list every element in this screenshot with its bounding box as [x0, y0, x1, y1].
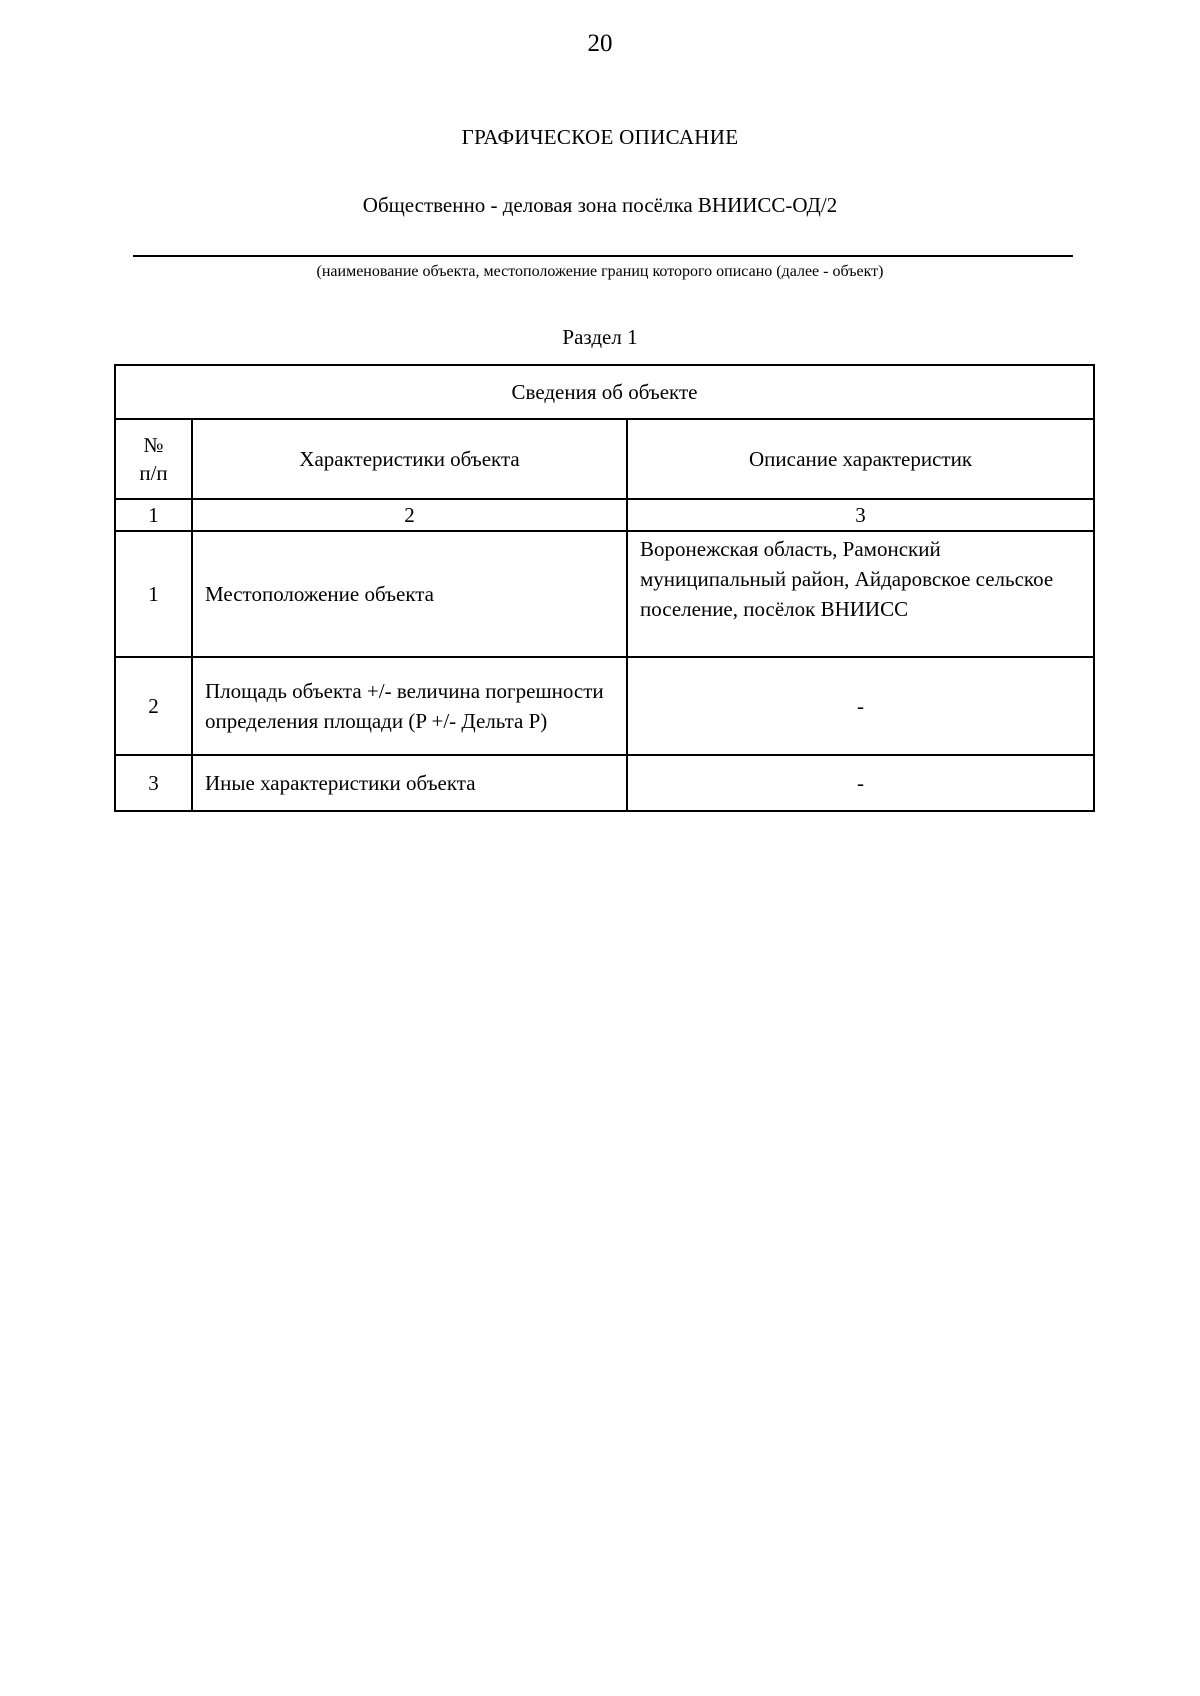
table-row [115, 531, 1094, 657]
table-caption: Сведения об объекте [115, 365, 1094, 419]
row-description: - [627, 755, 1094, 811]
page-number: 20 [587, 30, 613, 57]
object-info-table [114, 364, 1095, 812]
object-name-caption: (наименование объекта, местоположение границ которого описано (далее - объект) [316, 263, 884, 280]
row-number: 3 [115, 755, 192, 811]
row-characteristic: Иные характеристики объекта [192, 755, 627, 811]
header-characteristics: Характеристики объекта [192, 419, 627, 499]
section-title: Раздел 1 [562, 325, 638, 349]
table-row [115, 755, 1094, 811]
row-description: Воронежская область, Рамонский муниципальный район, Айдаровское сельское поселение, посёлок ВНИИСС [627, 531, 1094, 657]
row-characteristic: Местоположение объекта [192, 531, 627, 657]
column-index: 1 [115, 499, 192, 531]
column-index: 2 [192, 499, 627, 531]
table-caption-row [115, 365, 1094, 419]
header-number-abbr: п/п [139, 461, 168, 485]
column-index: 3 [627, 499, 1094, 531]
document-title: ГРАФИЧЕСКОЕ ОПИСАНИЕ [461, 125, 739, 149]
row-number: 2 [115, 657, 192, 755]
table-row [115, 657, 1094, 755]
header-description: Описание характеристик [627, 419, 1094, 499]
object-name-underline [133, 255, 1073, 257]
table-header-row [115, 419, 1094, 499]
row-number: 1 [115, 531, 192, 657]
row-characteristic: Площадь объекта +/- величина погрешности определения площади (P +/- Дельта P) [192, 657, 627, 755]
row-description: - [627, 657, 1094, 755]
header-number [115, 419, 192, 499]
column-index-row [115, 499, 1094, 531]
header-number-sign: № [143, 433, 164, 457]
object-name: Общественно - деловая зона посёлка ВНИИСС-ОД/2 [362, 193, 838, 217]
